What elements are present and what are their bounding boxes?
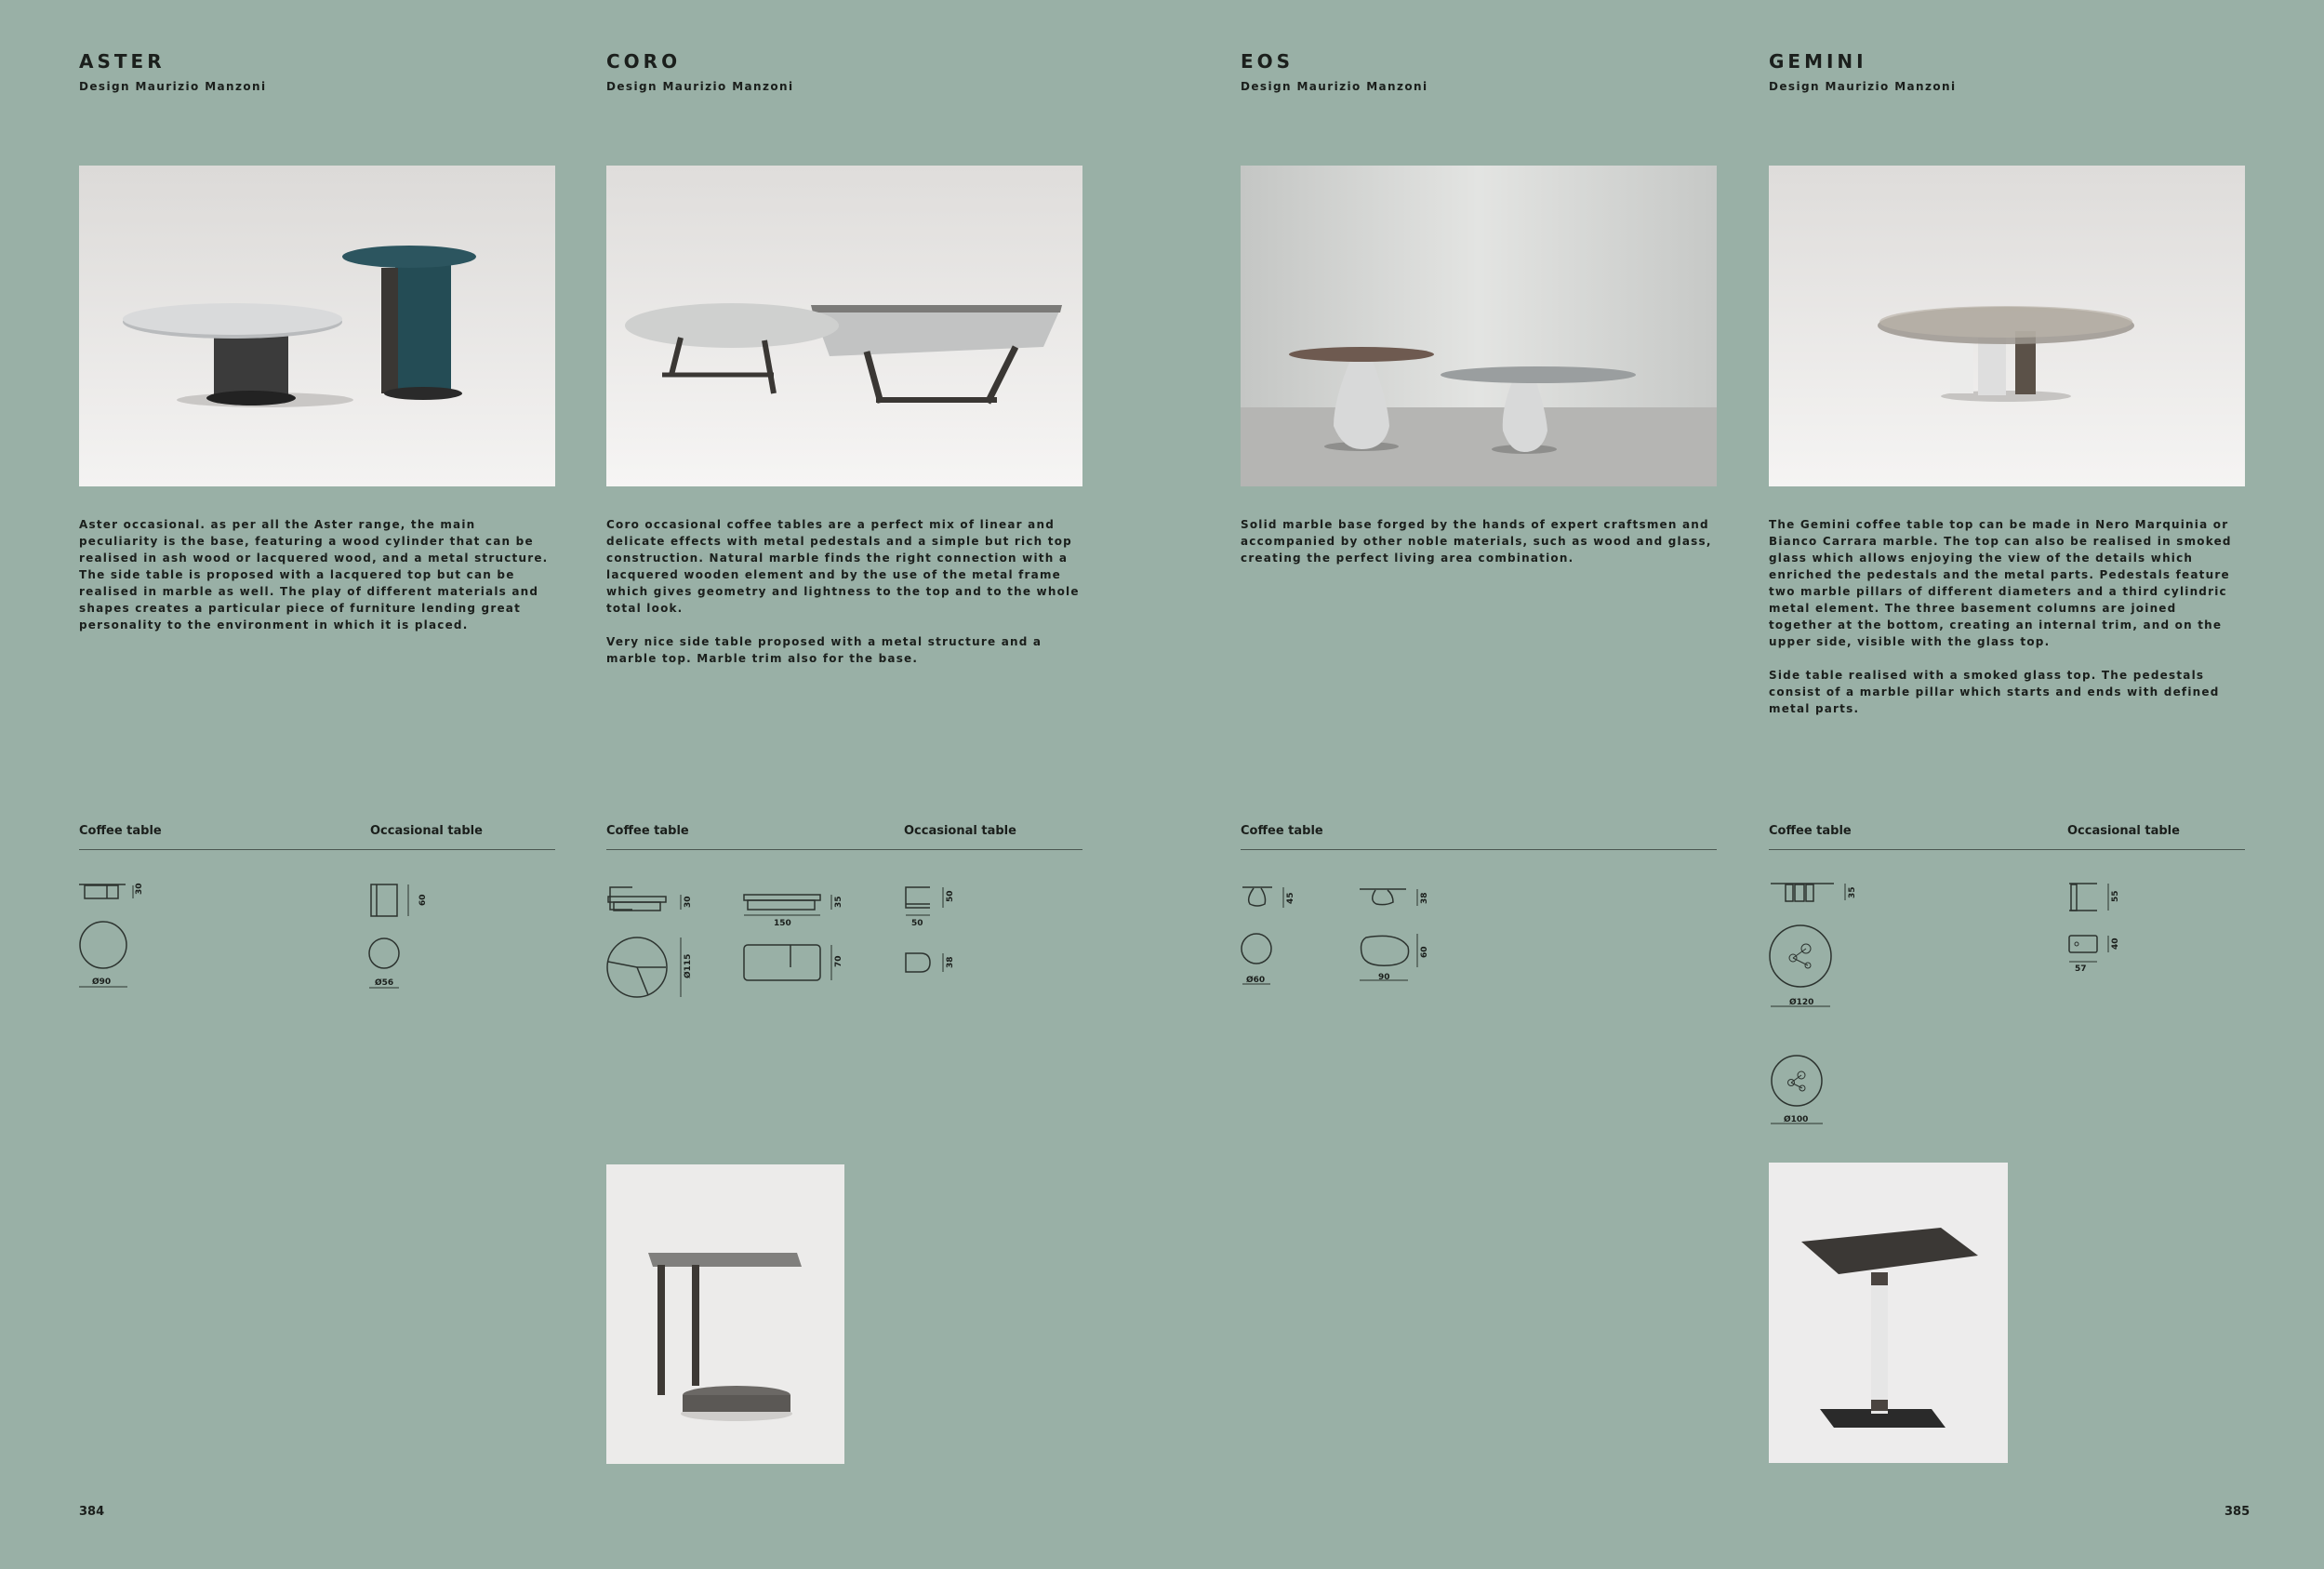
category-occasional-table: Occasional table: [2067, 824, 2180, 838]
dim-label: 38: [946, 956, 955, 968]
coro-occasional-side-view: [610, 887, 906, 910]
dimension-drawings: [79, 874, 555, 1004]
dim-label: 90: [1378, 973, 1390, 982]
product-photo-eos: [1241, 166, 1717, 486]
eos-large-top-view: [1360, 934, 1429, 982]
aster-occasional-side-view: [371, 884, 428, 916]
coro-round-side-view: [608, 895, 693, 911]
product-title: ASTER: [79, 50, 166, 73]
eos-small-side-view: [1242, 887, 1295, 908]
dim-label: 45: [1286, 892, 1295, 904]
product-title: EOS: [1241, 50, 1295, 73]
page-number-right: 385: [2224, 1505, 2251, 1519]
product-description: [79, 516, 555, 650]
category-header: [79, 824, 555, 850]
dim-label: 60: [1420, 946, 1429, 958]
aster-occasional-top-view: [369, 938, 399, 988]
product-photo-aster: [79, 166, 555, 486]
dim-label: Ø115: [684, 953, 693, 978]
category-coffee-table: Coffee table: [1241, 824, 1323, 838]
product-eos: [1241, 0, 1717, 1569]
gemini-occasional-drawings: [2069, 884, 2120, 974]
dim-label: 30: [135, 883, 144, 895]
dim-label: 55: [2111, 890, 2120, 902]
category-coffee-table: Coffee table: [1769, 824, 1852, 838]
dim-label: 30: [684, 896, 693, 908]
product-designer: Design Maurizio Manzoni: [79, 80, 267, 93]
gemini-coffee-top-view: [1770, 925, 1831, 1007]
product-photo-coro-side: [606, 1164, 844, 1464]
category-header: [606, 824, 1082, 850]
category-header: [1769, 824, 2245, 850]
dim-label: 70: [834, 955, 843, 967]
dimension-drawings: [606, 874, 1082, 1004]
dim-label: Ø60: [1246, 976, 1266, 985]
description-paragraph: Side table realised with a smoked glass top. The pedestals consist of a marble pillar which starts and ends with defined metal parts.: [1769, 669, 2220, 715]
description-paragraph: Very nice side table proposed with a metal structure and a marble top. Marble trim also for the base.: [606, 635, 1042, 665]
category-coffee-table: Coffee table: [79, 824, 162, 838]
description-paragraph: Coro occasional coffee tables are a perfect mix of linear and delicate effects with metal pedestals and a simple but rich top construction. Natural marble finds the right connection with a lacquered wooden element and by the use of the metal frame which gives geometry and lightness to the top and to the whole total look.: [606, 518, 1080, 615]
product-gemini: [1769, 0, 2251, 1569]
dim-label: 38: [1420, 892, 1429, 904]
coro-rect-top-view: [744, 945, 843, 980]
coro-rect-side-view: [744, 895, 843, 928]
gemini-coffee-side-view: [1771, 884, 1857, 901]
dim-label: 40: [2111, 937, 2120, 950]
category-occasional-table: Occasional table: [370, 824, 483, 838]
category-coffee-table: Coffee table: [606, 824, 689, 838]
dimension-drawings: [1241, 874, 1717, 1004]
aster-coffee-side-view: [79, 883, 144, 898]
product-description: [606, 516, 1082, 684]
dim-label: 50: [946, 890, 955, 902]
description-paragraph: Aster occasional. as per all the Aster range, the main peculiarity is the base, featuring a wood cylinder that can be realised in ash wood or lacquered wood, and a metal structure. The side table is proposed with a lacquered top but can be realised in marble as well. The play of different materials and shapes creates a particular piece of furniture lending great personality to the environment in which it is placed.: [79, 518, 549, 632]
category-occasional-table: Occasional table: [904, 824, 1016, 838]
dim-label: 150: [774, 919, 791, 928]
dim-label: 60: [418, 894, 428, 906]
product-photo-gemini: [1769, 166, 2245, 486]
description-paragraph: The Gemini coffee table top can be made in Nero Marquinia or Bianco Carrara marble. The top can also be realised in smoked glass which allows enjoying the view of the details which enriched the pedestals and the metal parts. Pedestals feature two marble pillars of different diameters and a third cylindric metal element. The three basement columns are joined together at the bottom, creating an internal trim, and on the upper side, visible with the glass top.: [1769, 518, 2232, 648]
eos-large-side-view: [1360, 889, 1429, 906]
dimension-drawings: [1769, 874, 2245, 1135]
product-title: CORO: [606, 50, 682, 73]
coro-round-top-view: [607, 937, 693, 997]
dim-label: 57: [2075, 964, 2087, 974]
product-photo-coro: [606, 166, 1082, 486]
product-designer: Design Maurizio Manzoni: [1241, 80, 1428, 93]
dim-label: Ø100: [1784, 1115, 1809, 1124]
aster-coffee-top-view: [79, 922, 127, 987]
dim-label: 35: [834, 896, 843, 908]
product-title: GEMINI: [1769, 50, 1867, 73]
product-designer: Design Maurizio Manzoni: [1769, 80, 1957, 93]
product-photo-gemini-side: [1769, 1163, 2008, 1463]
dim-label: 50: [911, 919, 923, 928]
eos-small-top-view: [1242, 934, 1271, 985]
coro-occasional-drawings: [906, 887, 955, 972]
gemini-small-top-view: [1771, 1056, 1823, 1124]
dim-label: Ø56: [375, 978, 394, 988]
page-number-left: 384: [79, 1505, 105, 1519]
product-designer: Design Maurizio Manzoni: [606, 80, 794, 93]
description-paragraph: Solid marble base forged by the hands of expert craftsmen and accompanied by other noble materials, such as wood and glass, creating the perfect living area combination.: [1241, 518, 1712, 565]
category-header: [1241, 824, 1717, 850]
product-description: [1769, 516, 2245, 734]
dim-label: Ø120: [1789, 998, 1814, 1007]
product-description: [1241, 516, 1717, 583]
dim-label: Ø90: [92, 977, 112, 987]
product-aster: [79, 0, 555, 1569]
dim-label: 35: [1848, 886, 1857, 898]
